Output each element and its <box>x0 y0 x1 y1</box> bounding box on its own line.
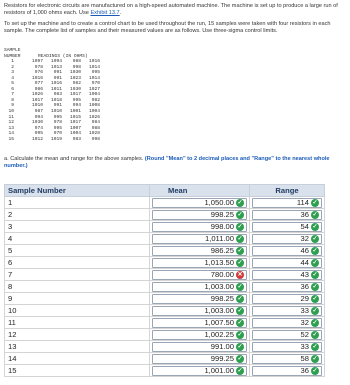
readings-sample-number: 14 <box>8 131 14 137</box>
range-input[interactable] <box>252 210 322 220</box>
intro-text-1-end: . <box>119 10 122 16</box>
reading-value: 1007 <box>69 125 81 131</box>
answer-sample-number: 5 <box>5 245 150 257</box>
readings-header-label: READINGS (IN OHMS) <box>38 53 88 59</box>
reading-value: 1028 <box>88 131 100 137</box>
range-cell <box>250 269 325 281</box>
check-circle-icon: ✓ <box>312 355 318 362</box>
question-text: a. Calculate the mean and range for the above samples. <box>4 156 145 162</box>
readings-sample-number: 10 <box>8 109 14 115</box>
reading-value: 995 <box>34 131 43 137</box>
reading-value: 1010 <box>31 103 43 109</box>
reading-value: 1001 <box>69 109 81 115</box>
answer-sample-number: 2 <box>5 209 150 221</box>
reading-value: 970 <box>53 131 62 137</box>
intro-text-1: Resistors for electronic circuits are manufactured on a high-speed automated machine. The machine is set up to produce a large run of resistors of 1,000 ohms each. Use <box>4 3 338 16</box>
mean-cell <box>150 209 250 221</box>
check-circle-icon: ✓ <box>237 295 243 302</box>
check-circle-icon: ✓ <box>237 235 243 242</box>
answer-row <box>5 233 325 245</box>
range-value: 54 <box>300 222 309 231</box>
mean-cell <box>150 197 250 209</box>
check-circle-icon: ✓ <box>312 295 318 302</box>
reading-value: 995 <box>91 70 100 76</box>
mean-input[interactable] <box>152 342 247 352</box>
mean-input[interactable] <box>152 222 247 232</box>
check-circle-icon: ✓ <box>237 283 243 290</box>
answer-row <box>5 269 325 281</box>
readings-table <box>4 48 100 142</box>
question-rounding-note: (Round "Mean" to 2 decimal places and "Range" to the nearest whole number.) <box>4 156 330 169</box>
range-input[interactable] <box>252 270 322 280</box>
reading-value: 1026 <box>31 92 43 98</box>
answer-header-row <box>5 185 325 197</box>
check-circle-icon: ✓ <box>237 211 243 218</box>
reading-value: 984 <box>91 120 100 126</box>
check-circle-icon: ✓ <box>237 343 243 350</box>
reading-value: 983 <box>53 92 62 98</box>
reading-value: 1013 <box>50 64 62 70</box>
readings-sample-number: 13 <box>8 125 14 131</box>
range-input[interactable] <box>252 258 322 268</box>
mean-input[interactable] <box>152 234 247 244</box>
mean-value: 1,002.25 <box>204 330 234 339</box>
reading-value: 987 <box>34 109 43 115</box>
range-value: 32 <box>300 234 309 243</box>
check-circle-icon: ✓ <box>237 199 243 206</box>
mean-value: 986.25 <box>210 246 234 255</box>
range-value: 32 <box>300 318 309 327</box>
reading-value: 1010 <box>50 109 62 115</box>
mean-cell <box>150 221 250 233</box>
answer-sample-number: 13 <box>5 341 150 353</box>
range-input[interactable] <box>252 354 322 364</box>
reading-value: 1097 <box>31 59 43 65</box>
reading-value: 1011 <box>50 86 62 92</box>
check-circle-icon: ✓ <box>312 319 318 326</box>
mean-cell <box>150 245 250 257</box>
readings-sample-number: 12 <box>8 120 14 126</box>
check-circle-icon: ✓ <box>237 247 243 254</box>
check-circle-icon: ✓ <box>237 223 243 230</box>
answer-row <box>5 305 325 317</box>
check-circle-icon: ✓ <box>312 307 318 314</box>
range-cell <box>250 257 325 269</box>
answer-sample-number: 1 <box>5 197 150 209</box>
mean-input[interactable] <box>152 198 247 208</box>
mean-input[interactable] <box>152 210 247 220</box>
readings-sample-number: 2 <box>11 64 14 70</box>
reading-value: 1094 <box>50 59 62 65</box>
range-cell <box>250 341 325 353</box>
reading-value: 974 <box>34 125 43 131</box>
readings-sample-number: 4 <box>11 75 14 81</box>
range-cell <box>250 281 325 293</box>
mean-cell <box>150 353 250 365</box>
check-circle-icon: ✓ <box>237 355 243 362</box>
mean-input[interactable] <box>152 330 247 340</box>
reading-value: 1026 <box>88 114 100 120</box>
mean-input[interactable] <box>152 318 247 328</box>
mean-cell <box>150 305 250 317</box>
answer-sample-number: 12 <box>5 329 150 341</box>
readings-row <box>4 137 100 143</box>
answer-table <box>4 184 325 377</box>
reading-value: 1016 <box>88 59 100 65</box>
range-input[interactable] <box>252 306 322 316</box>
range-value: 33 <box>300 342 309 351</box>
reading-value: 1014 <box>88 75 100 81</box>
reading-value: 1014 <box>88 64 100 70</box>
reading-value: 976 <box>34 70 43 76</box>
answer-row <box>5 221 325 233</box>
check-circle-icon: ✓ <box>312 343 318 350</box>
reading-value: 1018 <box>50 97 62 103</box>
mean-input[interactable] <box>152 258 247 268</box>
range-value: 36 <box>300 210 309 219</box>
answer-row <box>5 281 325 293</box>
range-value: 43 <box>300 270 309 279</box>
check-circle-icon: ✓ <box>312 271 318 278</box>
mean-value: 998.00 <box>210 222 234 231</box>
range-input[interactable] <box>252 294 322 304</box>
check-circle-icon: ✓ <box>312 283 318 290</box>
mean-input[interactable] <box>152 246 247 256</box>
range-input[interactable] <box>252 234 322 244</box>
reading-value: 1027 <box>88 86 100 92</box>
reading-value: 988 <box>91 125 100 131</box>
reading-value: 983 <box>72 136 81 142</box>
check-circle-icon: ✓ <box>237 307 243 314</box>
range-value: 36 <box>300 282 309 291</box>
range-value: 52 <box>300 330 309 339</box>
reading-value: 998 <box>91 136 100 142</box>
range-cell <box>250 305 325 317</box>
reading-value: 1012 <box>31 136 43 142</box>
range-value: 114 <box>296 198 309 207</box>
reading-value: 1004 <box>88 109 100 115</box>
readings-rows <box>4 59 100 142</box>
readings-sample-number: 5 <box>11 81 14 87</box>
mean-cell <box>150 233 250 245</box>
reading-value: 994 <box>72 103 81 109</box>
intro-paragraph-2: To set up the machine and to create a control chart to be used throughout the run, 15 samples were taken with four resistors in each sample. The complete list of samples and their measured values are as follows. Use three-sigma control limits. <box>4 21 331 34</box>
mean-cell <box>150 281 250 293</box>
mean-input[interactable] <box>152 270 247 280</box>
mean-cell <box>150 293 250 305</box>
sample-header-line-2: NUMBER <box>4 53 21 59</box>
range-input[interactable] <box>252 330 322 340</box>
answer-sample-number: 11 <box>5 317 150 329</box>
reading-value: 1030 <box>69 86 81 92</box>
sample-number-header: Sample Number <box>5 185 150 197</box>
mean-header: Mean <box>150 185 250 197</box>
check-circle-icon: ✓ <box>312 259 318 266</box>
check-circle-icon: ✓ <box>312 211 318 218</box>
answer-row <box>5 245 325 257</box>
reading-value: 991 <box>53 75 62 81</box>
mean-value: 1,013.50 <box>204 258 234 267</box>
reading-value: 1017 <box>69 92 81 98</box>
mean-value: 1,050.00 <box>204 198 234 207</box>
range-cell <box>250 329 325 341</box>
range-cell <box>250 293 325 305</box>
mean-value: 998.25 <box>210 210 234 219</box>
mean-cell <box>150 269 250 281</box>
answer-sample-number: 4 <box>5 233 150 245</box>
mean-input[interactable] <box>152 282 247 292</box>
range-input[interactable] <box>252 222 322 232</box>
readings-sample-number: 9 <box>11 103 14 109</box>
reading-value: 977 <box>34 81 43 87</box>
reading-value: 978 <box>34 64 43 70</box>
mean-value: 780.00 <box>210 270 234 279</box>
range-cell <box>250 245 325 257</box>
sample-header-line-1: SAMPLE <box>4 48 21 53</box>
mean-value: 999.25 <box>210 354 234 363</box>
readings-sample-number: 6 <box>11 86 14 92</box>
answer-row <box>5 197 325 209</box>
mean-value: 1,003.00 <box>204 282 234 291</box>
reading-value: 991 <box>53 103 62 109</box>
reading-value: 998 <box>72 64 81 70</box>
reading-value: 995 <box>53 114 62 120</box>
reading-value: 1015 <box>69 114 81 120</box>
reading-value: 1004 <box>88 92 100 98</box>
answer-row <box>5 353 325 365</box>
range-input[interactable] <box>252 198 322 208</box>
mean-value: 1,011.00 <box>205 234 234 243</box>
reading-value: 1023 <box>69 75 81 81</box>
range-value: 33 <box>300 306 309 315</box>
range-value: 29 <box>300 294 309 303</box>
mean-value: 991.00 <box>210 342 234 351</box>
readings-sample-number: 3 <box>11 70 14 76</box>
range-input[interactable] <box>252 366 322 376</box>
mean-cell <box>150 365 250 377</box>
reading-value: 991 <box>53 70 62 76</box>
check-circle-icon: ✓ <box>312 247 318 254</box>
reading-value: 1016 <box>50 81 62 87</box>
readings-sample-number: 8 <box>11 97 14 103</box>
readings-sample-number: 15 <box>8 136 14 142</box>
range-cell <box>250 317 325 329</box>
mean-input[interactable] <box>152 366 247 376</box>
answer-sample-number: 14 <box>5 353 150 365</box>
reading-value: 1030 <box>31 120 43 126</box>
reading-value: 982 <box>72 81 81 87</box>
reading-value: 988 <box>72 59 81 65</box>
answer-row <box>5 317 325 329</box>
range-cell <box>250 353 325 365</box>
answer-sample-number: 3 <box>5 221 150 233</box>
range-cell <box>250 233 325 245</box>
check-circle-icon: ✓ <box>237 367 243 374</box>
check-circle-icon: ✓ <box>237 319 243 326</box>
answer-sample-number: 7 <box>5 269 150 281</box>
range-input[interactable] <box>252 246 322 256</box>
answer-sample-number: 8 <box>5 281 150 293</box>
mean-cell <box>150 257 250 269</box>
reading-value: 1008 <box>88 103 100 109</box>
answer-row <box>5 341 325 353</box>
check-circle-icon: ✓ <box>312 199 318 206</box>
reading-value: 1004 <box>69 131 81 137</box>
answer-sample-number: 15 <box>5 365 150 377</box>
range-cell <box>250 365 325 377</box>
check-circle-icon: ✓ <box>312 235 318 242</box>
mean-input[interactable] <box>152 306 247 316</box>
readings-sample-number: 7 <box>11 92 14 98</box>
x-circle-icon: ✕ <box>237 271 243 278</box>
answer-sample-number: 10 <box>5 305 150 317</box>
range-input[interactable] <box>252 318 322 328</box>
check-circle-icon: ✓ <box>312 331 318 338</box>
check-circle-icon: ✓ <box>312 223 318 230</box>
reading-value: 1030 <box>69 70 81 76</box>
answer-row <box>5 365 325 377</box>
intro-paragraph-1 <box>4 3 346 17</box>
answer-row <box>5 209 325 221</box>
mean-input[interactable] <box>152 294 247 304</box>
answer-sample-number: 9 <box>5 293 150 305</box>
answer-row <box>5 329 325 341</box>
check-circle-icon: ✓ <box>237 331 243 338</box>
exhibit-link[interactable]: Exhibit 13.7 <box>90 10 120 16</box>
answer-row <box>5 257 325 269</box>
reading-value: 1016 <box>31 75 43 81</box>
reading-value: 986 <box>34 86 43 92</box>
reading-value: 978 <box>53 120 62 126</box>
readings-sample-number: 1 <box>11 59 14 65</box>
reading-value: 994 <box>34 114 43 120</box>
answer-row <box>5 293 325 305</box>
readings-sample-number: 11 <box>8 114 14 120</box>
spacer <box>14 137 24 143</box>
mean-cell <box>150 329 250 341</box>
reading-value: 970 <box>91 81 100 87</box>
range-header: Range <box>250 185 325 197</box>
reading-value: 1017 <box>31 97 43 103</box>
problem-intro <box>4 3 346 39</box>
reading-value: 1017 <box>69 120 81 126</box>
check-circle-icon: ✓ <box>237 259 243 266</box>
reading-value: 1019 <box>50 136 62 142</box>
answer-sample-number: 6 <box>5 257 150 269</box>
question-a <box>4 156 346 170</box>
mean-input[interactable] <box>152 354 247 364</box>
range-value: 58 <box>300 354 309 363</box>
mean-cell <box>150 317 250 329</box>
range-input[interactable] <box>252 342 322 352</box>
reading-value: 982 <box>91 97 100 103</box>
reading-value: 995 <box>72 97 81 103</box>
range-cell <box>250 221 325 233</box>
check-circle-icon: ✓ <box>312 367 318 374</box>
range-value: 36 <box>300 366 309 375</box>
mean-value: 998.25 <box>210 294 234 303</box>
range-cell <box>250 197 325 209</box>
range-input[interactable] <box>252 282 322 292</box>
mean-cell <box>150 341 250 353</box>
answer-rows <box>5 197 325 377</box>
mean-value: 1,001.00 <box>204 366 234 375</box>
reading-value: 995 <box>53 125 62 131</box>
mean-value: 1,003.00 <box>204 306 234 315</box>
range-value: 44 <box>300 258 309 267</box>
range-cell <box>250 209 325 221</box>
mean-value: 1,007.50 <box>204 318 234 327</box>
range-value: 46 <box>300 246 309 255</box>
